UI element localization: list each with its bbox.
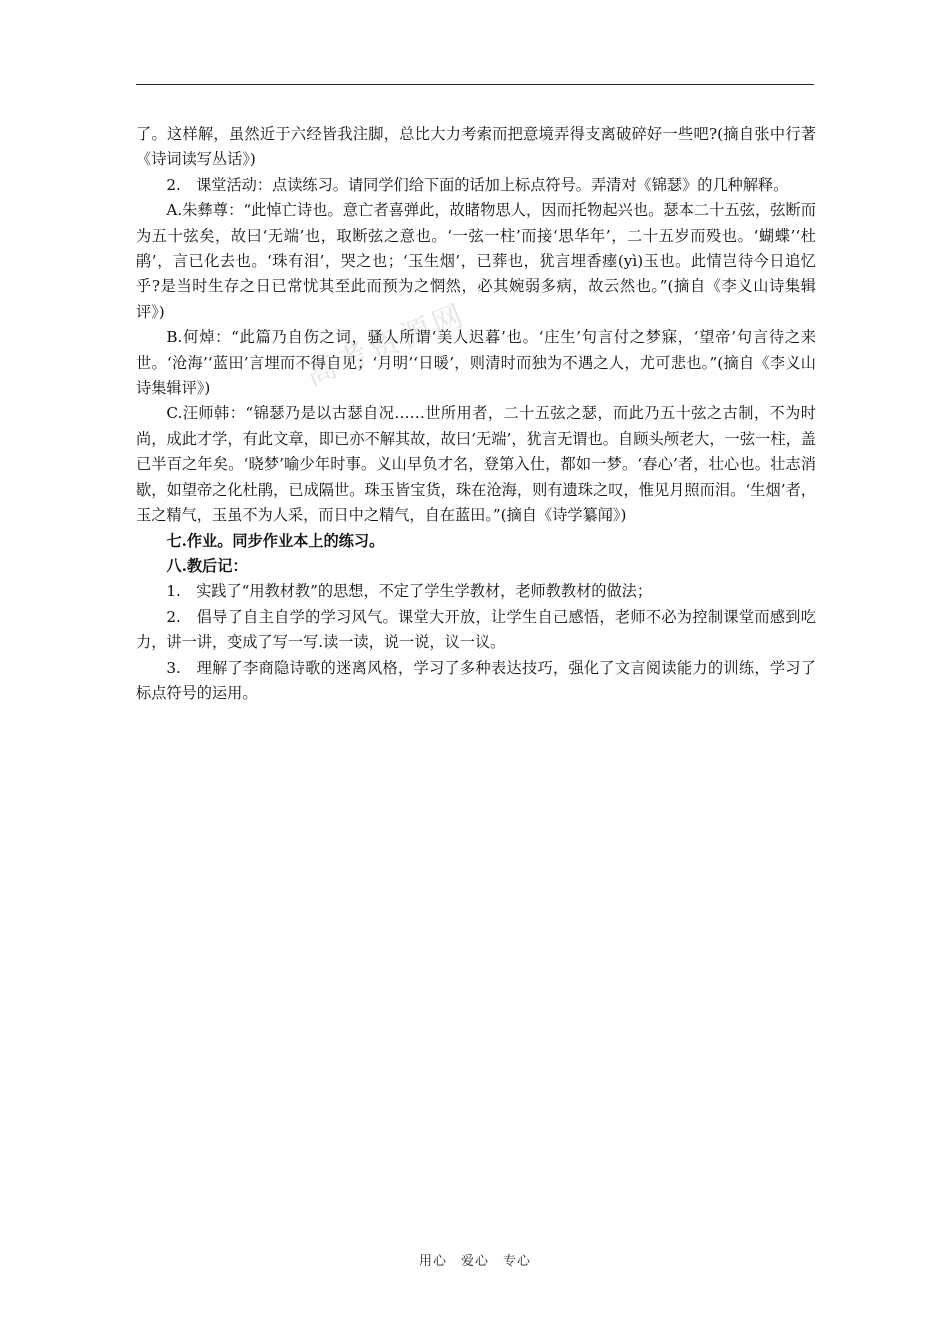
paragraph-wang-shihan: C.汪师韩：“锦瑟乃是以古瑟自况……世所用者，二十五弦之瑟，而此乃五十弦之古制，不为时尚，成此才学，有此文章，即已亦不解其故，故曰‘无端’，犹言无谓也。自顾头颅老大，一弦一柱，盖已半百之年矣。‘晓梦’喻少年时事。义山早负才名，登第入仕，都如一梦。‘春心’者，壮心也。壮志消歇，如望帝之化杜鹃，已成隔世。珠玉皆宝货，珠在沧海，则有遗珠之叹，惟见月照而泪。‘生烟’者，玉之精气，玉虽不为人采，而日中之精气，自在蓝田。”(摘自《诗学纂闻》) bbox=[136, 404, 816, 525]
section-heading-reflection: 八.教后记： bbox=[166, 556, 248, 575]
paragraph-zhu-yizun: A.朱彝尊：“此悼亡诗也。意亡者喜弹此，故睹物思人，因而托物起兴也。瑟本二十五弦，弦断而为五十弦矣，故曰‘无端’也，取断弦之意也。‘一弦一柱’而接‘思华年’，二十五岁而殁也。‘蝴蝶’‘杜鹃’，言已化去也。‘珠有泪’，哭之也；‘玉生烟’，已葬也，犹言埋香瘗(yì)玉也。此情岂待今日追忆乎?是当时生存之日已常忧其至此而预为之惘然，必其婉弱多病，故云然也。”(摘自《李义山诗集辑评》) bbox=[136, 201, 816, 321]
header-rule bbox=[136, 84, 814, 85]
reflection-item-3: 3. 理解了李商隐诗歌的迷离风格，学习了多种表达技巧，强化了文言阅读能力的训练，学习了标点符号的运用。 bbox=[136, 658, 816, 702]
reflection-item-1: 1. 实践了“用教材教”的思想，不定了学生学教材，老师教教材的做法； bbox=[166, 582, 653, 601]
watermark: 高考资源网 bbox=[300, 297, 472, 394]
paragraph-he-zhuo: B.何焯：“此篇乃自伤之词，骚人所谓‘美人迟暮’也。‘庄生’句言付之梦寐，‘望帝’句言待之来世。‘沧海’‘蓝田’言埋而不得自见；‘月明’‘日暖’，则清时而独为不遇之人，尤可悲也。”(摘自《李义山诗集辑评》) bbox=[136, 328, 816, 398]
page-footer: 用心 爱心 专心 bbox=[418, 1254, 531, 1269]
paragraph-continuation: 了。这样解，虽然近于六经皆我注脚，总比大力考索而把意境弄得支离破碎好一些吧?(摘自张中行著《诗词读写丛话》) bbox=[136, 125, 816, 169]
section-heading-homework: 七.作业。同步作业本上的练习。 bbox=[166, 531, 385, 550]
paragraph-activity: 2. 课堂活动：点读练习。请同学们给下面的话加上标点符号。弄清对《锦瑟》的几种解释。 bbox=[166, 175, 789, 194]
reflection-item-2: 2. 倡导了自主自学的学习风气。课堂大开放，让学生自己感悟，老师不必为控制课堂而感到吃力，讲一讲，变成了写一写.读一读，说一说，议一议。 bbox=[136, 607, 816, 652]
document-body bbox=[136, 122, 816, 706]
